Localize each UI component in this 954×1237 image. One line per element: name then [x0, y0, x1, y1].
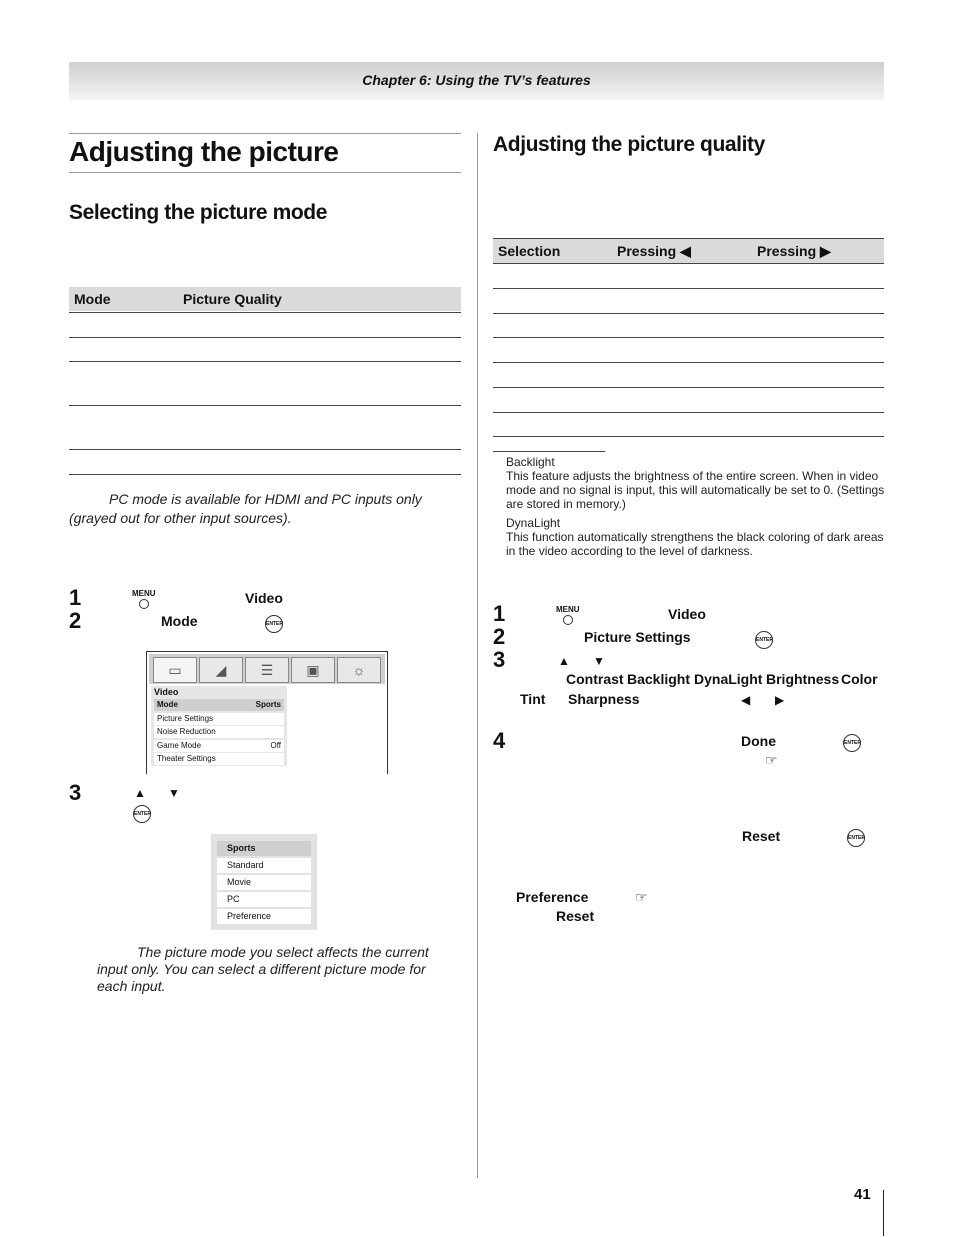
picture-mode-note: The picture mode you select affects the current input only. You can select a different picture mode for each input.	[97, 944, 429, 994]
mode-table-header	[69, 287, 461, 311]
step-number-3: 3	[69, 780, 82, 805]
video-menu-panel	[151, 686, 287, 766]
list-item: Standard	[217, 858, 311, 873]
kw-done: Done	[741, 733, 776, 749]
menu-tab-bar	[149, 654, 385, 684]
kw-dynalight: DynaLight	[694, 671, 763, 687]
down-arrow-icon: ▼	[168, 786, 180, 800]
section-heading-picture-quality: Adjusting the picture quality	[493, 133, 765, 156]
down-arrow-icon: ▼	[593, 654, 605, 668]
enter-button-icon: ENTER	[133, 805, 151, 823]
pressing-left-col-header: Pressing ◀	[617, 243, 691, 259]
video-menu-screenshot	[146, 651, 388, 774]
picture-tab-icon: ▭	[153, 657, 197, 683]
kw-tint: Tint	[520, 691, 546, 707]
list-item: Movie	[217, 875, 311, 890]
step-number-2: 2	[69, 608, 82, 633]
menu-button-icon: MENU	[132, 590, 156, 609]
kw-contrast: Contrast	[566, 671, 624, 687]
up-arrow-icon: ▲	[558, 654, 570, 668]
mode-col-header: Mode	[74, 291, 111, 307]
list-item: PC	[217, 892, 311, 907]
menu-row-picture-settings: Picture Settings	[154, 713, 284, 725]
pc-mode-note: PC mode is available for HDMI and PC inputs only (grayed out for other input sources).	[69, 491, 422, 526]
section-heading-picture-mode: Selecting the picture mode	[69, 201, 327, 224]
step-number-4: 4	[493, 728, 506, 753]
table-row-line	[493, 412, 884, 413]
table-row-line	[69, 474, 461, 475]
step2-keyword: Mode	[161, 613, 198, 629]
table-row-line	[493, 263, 884, 264]
quality-col-header: Picture Quality	[183, 291, 282, 307]
right-arrow-icon: ▶	[775, 693, 785, 707]
menu-row-noise-reduction: Noise Reduction	[154, 726, 284, 738]
table-row-line	[69, 405, 461, 406]
table-row-line	[493, 436, 884, 437]
menu-row-mode: Mode Sports	[154, 699, 284, 711]
settings-tab-icon: ☰	[245, 657, 289, 683]
step-number-2: 2	[493, 624, 506, 649]
enter-button-icon: ENTER	[843, 734, 861, 752]
table-row-line	[69, 337, 461, 338]
footnote-rule	[493, 451, 605, 452]
title-rule-bottom	[69, 172, 461, 173]
kw-reset-2: Reset	[556, 908, 595, 924]
picture-mode-list-screenshot	[211, 834, 317, 930]
kw-backlight: Backlight	[627, 671, 691, 687]
table-row-line	[69, 449, 461, 450]
list-item: Sports	[217, 841, 311, 856]
menu-row-theater-settings: Theater Settings	[154, 753, 284, 765]
menu-button-icon: MENU	[556, 606, 580, 625]
footnote-backlight-title: Backlight	[506, 455, 555, 469]
page-number-rule	[883, 1190, 884, 1236]
table-row-line	[69, 312, 461, 313]
kw-reset: Reset	[742, 828, 781, 844]
kw-brightness: Brightness	[766, 671, 840, 687]
kw-preference: Preference	[516, 889, 589, 905]
footnote-dynalight-desc: This function automatically strengthens the black coloring of dark areas in the video according to the level of darkness.	[506, 530, 884, 558]
lock-tab-icon: ▣	[291, 657, 335, 683]
left-arrow-icon: ◀	[741, 693, 751, 707]
footnote-backlight-desc: This feature adjusts the brightness of the entire screen. When in video mode and no signal is input, this will automatically be set to 0. (Settings are stored in memory.)	[506, 469, 885, 511]
page-reference-icon: ☞	[765, 752, 778, 768]
menu-row-game-mode: Game Mode Off	[154, 740, 284, 752]
chapter-header	[69, 62, 884, 100]
kw-sharpness: Sharpness	[568, 691, 640, 707]
table-row-line	[493, 313, 884, 314]
quality-table-header	[493, 239, 884, 263]
column-divider	[477, 133, 478, 1178]
table-row-line	[493, 288, 884, 289]
footnote-dynalight-title: DynaLight	[506, 516, 561, 530]
table-row-line	[493, 337, 884, 338]
step1-keyword: Video	[668, 606, 706, 622]
enter-button-icon: ENTER	[265, 615, 283, 633]
video-menu-title: Video	[154, 687, 179, 697]
footnote-block	[506, 455, 886, 558]
table-row-line	[493, 362, 884, 363]
list-item: Preference	[217, 909, 311, 924]
enter-button-icon: ENTER	[847, 829, 865, 847]
step-number-1: 1	[493, 601, 506, 626]
step-number-3: 3	[493, 647, 506, 672]
chapter-title: Chapter 6: Using the TV’s features	[362, 72, 591, 88]
kw-color: Color	[841, 671, 878, 687]
up-arrow-icon: ▲	[134, 786, 146, 800]
sound-tab-icon: ◢	[199, 657, 243, 683]
setup-tab-icon: ☼	[337, 657, 381, 683]
title-rule-top	[69, 133, 461, 134]
step1-keyword: Video	[245, 590, 283, 606]
step2-keyword: Picture Settings	[584, 629, 691, 645]
page-title: Adjusting the picture	[69, 136, 339, 167]
page-number: 41	[854, 1186, 871, 1203]
table-row-line	[493, 387, 884, 388]
step-number-1: 1	[69, 585, 82, 610]
pressing-right-col-header: Pressing ▶	[757, 243, 831, 259]
table-row-line	[69, 361, 461, 362]
selection-col-header: Selection	[498, 243, 561, 259]
enter-button-icon: ENTER	[755, 631, 773, 649]
page-reference-icon: ☞	[635, 889, 648, 905]
